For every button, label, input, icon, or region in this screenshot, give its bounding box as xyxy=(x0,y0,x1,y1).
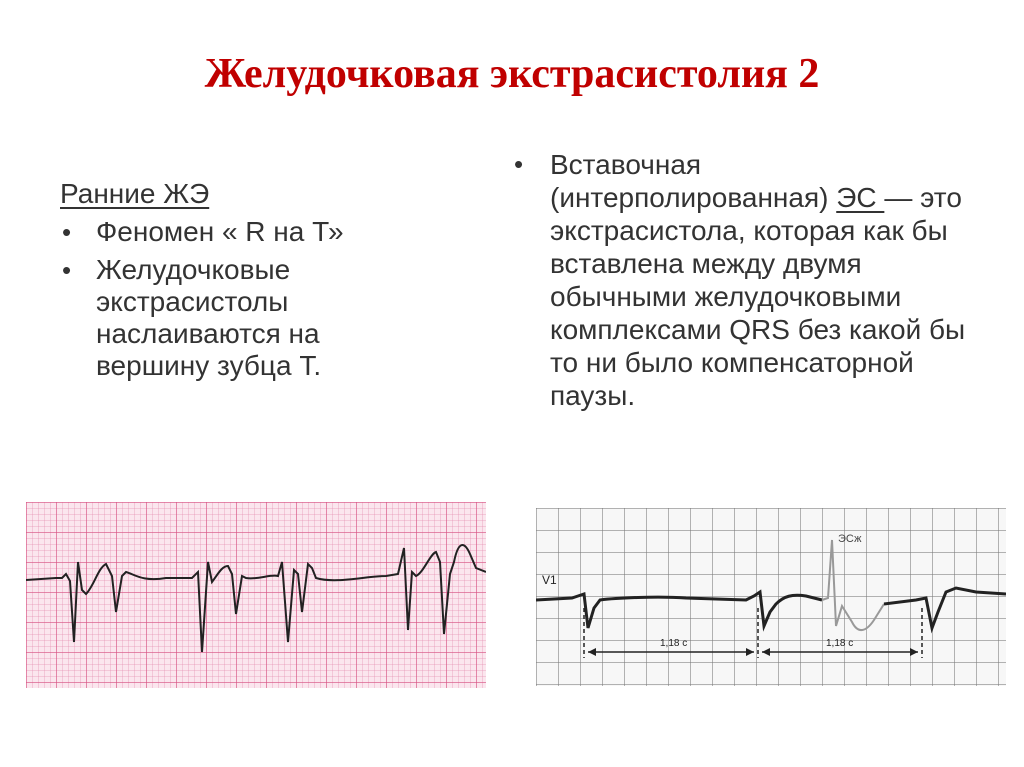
lead-label: V1 xyxy=(542,573,557,587)
left-bullet-2: • Желудочковые экстрасистолы наслаиваются на вершину зубца Т. xyxy=(60,254,440,382)
ecg-strip-interpolated xyxy=(536,508,1006,686)
es-waveform xyxy=(822,540,884,630)
es-label: ЭСж xyxy=(838,533,862,545)
left-heading: Ранние ЖЭ xyxy=(60,178,210,209)
ecg-waveform-right xyxy=(536,592,822,628)
right-bullet-underlined: ЭС xyxy=(836,182,885,213)
right-bullet-rest: — это экстрасистола, которая как бы вставлена между двумя обычными желудочковыми комплексами QRS без какой бы то ни было компенсаторной паузы. xyxy=(550,182,966,411)
left-column xyxy=(60,178,440,388)
right-bullet xyxy=(510,148,980,412)
ecg-trace-right xyxy=(536,508,1006,686)
right-column xyxy=(510,148,980,418)
slide-title: Желудочковая экстрасистолия 2 xyxy=(204,51,820,97)
ecg-strip-r-on-t xyxy=(26,502,486,688)
left-bullet-1: • Феномен « R на Т» xyxy=(60,216,440,248)
right-bullet-prefix: Вставочная (интерполированная) xyxy=(550,149,837,213)
ecg-waveform-left xyxy=(26,545,486,652)
ecg-trace-left xyxy=(26,502,486,688)
interval-label-1: 1,18 с xyxy=(660,638,688,649)
interval-label-2: 1,18 с xyxy=(826,638,854,649)
ecg-waveform-right-2 xyxy=(884,588,1006,628)
